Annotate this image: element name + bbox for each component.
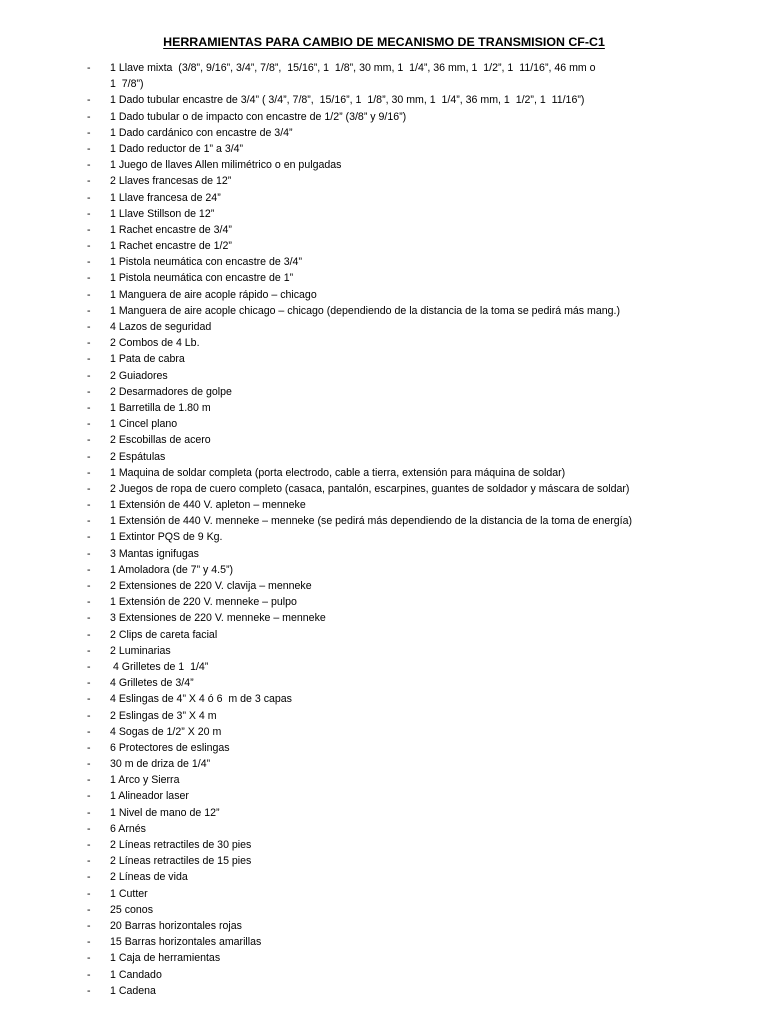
list-item-label: 2 Luminarias xyxy=(110,644,171,657)
list-item xyxy=(0,934,768,950)
list-item-label: 2 Extensiones de 220 V. clavija – menneke xyxy=(110,580,312,593)
list-bullet: - xyxy=(87,871,91,884)
list-item xyxy=(0,805,768,821)
list-item-text xyxy=(110,497,306,513)
list-item-label: 1 Amoladora (de 7” y 4.5”) xyxy=(110,563,234,576)
list-item-text xyxy=(110,610,326,626)
list-bullet: - xyxy=(87,790,91,803)
list-item xyxy=(0,837,768,853)
list-bullet: - xyxy=(87,499,91,512)
list-item-text xyxy=(110,950,220,966)
list-item-text xyxy=(110,238,232,254)
list-item-text xyxy=(110,109,406,125)
list-item-text xyxy=(110,319,211,335)
list-item-text xyxy=(110,384,232,400)
list-item-label: 20 Barras horizontales rojas xyxy=(110,919,242,932)
list-item-continuation: 1 7/8”) xyxy=(110,78,144,91)
list-item xyxy=(0,772,768,788)
list-item-label: 2 Escobillas de acero xyxy=(110,434,211,447)
list-item xyxy=(0,416,768,432)
list-item xyxy=(0,92,768,108)
list-item xyxy=(0,513,768,529)
list-item-label: 2 Combos de 4 Lb. xyxy=(110,337,200,350)
list-item-label: 1 Caja de herramientas xyxy=(110,952,221,965)
list-bullet: - xyxy=(87,774,91,787)
list-item-text xyxy=(110,141,243,157)
list-item-label: 2 Llaves francesas de 12” xyxy=(110,175,232,188)
list-item-text xyxy=(110,222,232,238)
list-item-text xyxy=(110,173,231,189)
list-item xyxy=(0,740,768,756)
list-bullet: - xyxy=(87,207,91,220)
list-item xyxy=(0,60,768,92)
list-item xyxy=(0,788,768,804)
list-bullet: - xyxy=(87,644,91,657)
list-item xyxy=(0,287,768,303)
list-bullet: - xyxy=(87,952,91,965)
list-item xyxy=(0,190,768,206)
list-item xyxy=(0,724,768,740)
list-bullet: - xyxy=(87,62,91,74)
list-bullet: - xyxy=(87,434,91,447)
list-item-label: 1 Nivel de mano de 12” xyxy=(110,806,220,819)
list-item-label: 1 Dado tubular o de impacto con encastre de 1/2” (3/8” y 9/16”) xyxy=(110,110,407,123)
list-item xyxy=(0,400,768,416)
list-item-label: 1 Pistola neumática con encastre de 3/4” xyxy=(110,256,302,269)
list-item-text xyxy=(110,918,242,934)
list-bullet: - xyxy=(87,936,91,949)
list-item-label: 1 Manguera de aire acople chicago – chicago (dependiendo de la distancia de la toma se pedirá más mang.) xyxy=(110,304,621,317)
list-item-label: 2 Líneas retractiles de 15 pies xyxy=(110,855,252,868)
list-bullet: - xyxy=(87,110,91,123)
list-bullet: - xyxy=(87,353,91,366)
list-item-text xyxy=(110,368,168,384)
list-item-label: 6 Protectores de eslingas xyxy=(110,741,230,754)
list-item-label: 1 Pata de cabra xyxy=(110,353,185,366)
list-item-text xyxy=(110,513,632,529)
list-bullet: - xyxy=(87,159,91,172)
list-item xyxy=(0,610,768,626)
list-item-text xyxy=(110,643,171,659)
list-item xyxy=(0,270,768,286)
list-bullet: - xyxy=(87,482,91,495)
list-item xyxy=(0,173,768,189)
list-item xyxy=(0,529,768,545)
list-bullet: - xyxy=(87,288,91,301)
list-item-text xyxy=(110,934,261,950)
list-item-text xyxy=(110,270,293,286)
list-item-label: 1 Candado xyxy=(110,968,162,981)
list-item xyxy=(0,902,768,918)
list-item xyxy=(0,578,768,594)
list-item-label: 1 Llave Stillson de 12” xyxy=(110,207,215,220)
list-item-label: 1 Extensión de 440 V. apleton – menneke xyxy=(110,499,306,512)
list-bullet: - xyxy=(87,806,91,819)
list-bullet: - xyxy=(87,741,91,754)
list-bullet: - xyxy=(87,240,91,253)
list-item-label: 2 Juegos de ropa de cuero completo (casaca, pantalón, escarpines, guantes de soldador y máscara de soldar) xyxy=(110,482,630,495)
list-item-text xyxy=(110,724,221,740)
list-item-label: 2 Espátulas xyxy=(110,450,166,463)
list-item xyxy=(0,708,768,724)
list-bullet: - xyxy=(87,725,91,738)
list-item xyxy=(0,238,768,254)
list-item-text xyxy=(110,157,341,173)
document-title: HERRAMIENTAS PARA CAMBIO DE MECANISMO DE TRANSMISION CF-C1 xyxy=(163,35,605,49)
list-item-text xyxy=(110,837,251,853)
list-item xyxy=(0,643,768,659)
list-bullet: - xyxy=(87,126,91,139)
list-item-text xyxy=(110,756,210,772)
list-bullet: - xyxy=(87,531,91,544)
list-item xyxy=(0,449,768,465)
list-item xyxy=(0,967,768,983)
list-item-label: 30 m de driza de 1/4” xyxy=(110,758,211,771)
list-item-label: 1 Rachet encastre de 1/2” xyxy=(110,240,232,253)
list-item-text xyxy=(110,92,584,108)
list-item-label: 4 Eslingas de 4” X 4 ó 6 m de 3 capas xyxy=(110,693,292,706)
list-item-text xyxy=(110,206,214,222)
list-item xyxy=(0,481,768,497)
list-item-text xyxy=(110,303,620,319)
list-item-text xyxy=(110,788,189,804)
list-item-text xyxy=(110,432,211,448)
list-item-label: 1 Rachet encastre de 3/4” xyxy=(110,223,232,236)
list-item-label: 1 Dado cardánico con encastre de 3/4” xyxy=(110,126,293,139)
list-item-text xyxy=(110,125,293,141)
list-item-text xyxy=(110,708,217,724)
list-bullet: - xyxy=(87,450,91,463)
list-item-label: 1 Arco y Sierra xyxy=(110,774,180,787)
list-item-label: 1 Extintor PQS de 9 Kg. xyxy=(110,531,223,544)
list-bullet: - xyxy=(87,385,91,398)
list-bullet: - xyxy=(87,709,91,722)
list-item-label: 2 Líneas de vida xyxy=(110,871,188,884)
tool-list xyxy=(0,60,768,999)
list-bullet: - xyxy=(87,612,91,625)
list-item-label: 1 Cincel plano xyxy=(110,418,178,431)
list-item-label: 3 Mantas ignifugas xyxy=(110,547,199,560)
list-item xyxy=(0,206,768,222)
list-item-text xyxy=(110,821,146,837)
list-item xyxy=(0,351,768,367)
list-item-text xyxy=(110,60,596,92)
list-item-text xyxy=(110,529,222,545)
list-bullet: - xyxy=(87,369,91,382)
list-item xyxy=(0,141,768,157)
list-item-label: 4 Lazos de seguridad xyxy=(110,321,212,334)
list-bullet: - xyxy=(87,418,91,431)
list-bullet: - xyxy=(87,337,91,350)
list-item-text xyxy=(110,805,220,821)
list-item xyxy=(0,659,768,675)
list-bullet: - xyxy=(87,304,91,317)
list-item xyxy=(0,368,768,384)
list-item xyxy=(0,691,768,707)
list-bullet: - xyxy=(87,547,91,560)
list-bullet: - xyxy=(87,693,91,706)
list-item-text xyxy=(110,675,194,691)
list-bullet: - xyxy=(87,175,91,188)
list-item xyxy=(0,918,768,934)
list-item-label: 1 Dado reductor de 1” a 3/4” xyxy=(110,142,244,155)
list-item-text xyxy=(110,465,565,481)
list-bullet: - xyxy=(87,984,91,997)
list-item-text xyxy=(110,578,312,594)
list-item-text xyxy=(110,546,199,562)
list-item-label: 4 Grilletes de 3/4” xyxy=(110,677,194,690)
list-item-text xyxy=(110,190,221,206)
list-item xyxy=(0,675,768,691)
list-item-label: 1 Maquina de soldar completa (porta electrodo, cable a tierra, extensión para máquina de soldar) xyxy=(110,466,566,479)
list-item-text xyxy=(110,400,211,416)
list-item xyxy=(0,222,768,238)
list-bullet: - xyxy=(87,191,91,204)
list-item xyxy=(0,384,768,400)
list-item xyxy=(0,125,768,141)
list-item xyxy=(0,109,768,125)
list-item-text xyxy=(110,627,217,643)
list-item-label: 2 Eslingas de 3” X 4 m xyxy=(110,709,217,722)
list-item-text xyxy=(110,967,162,983)
list-item-text xyxy=(110,983,156,999)
list-item-label: 1 Llave mixta (3/8”, 9/16”, 3/4”, 7/8”, 15/16”, 1 1/8”, 30 mm, 1 1/4”, 36 mm, 1 1/2”, 1 11/16”, 46 mm o xyxy=(110,62,596,74)
list-item-label: 1 Llave francesa de 24” xyxy=(110,191,221,204)
list-item-label: 1 Manguera de aire acople rápido – chicago xyxy=(110,288,317,301)
list-bullet: - xyxy=(87,855,91,868)
list-bullet: - xyxy=(87,580,91,593)
list-bullet: - xyxy=(87,660,91,673)
list-item-label: 4 Grilletes de 1 1/4” xyxy=(110,660,209,673)
list-bullet: - xyxy=(87,466,91,479)
list-item-text xyxy=(110,481,629,497)
list-item xyxy=(0,869,768,885)
list-item xyxy=(0,319,768,335)
list-item-text xyxy=(110,853,251,869)
list-item xyxy=(0,853,768,869)
list-item xyxy=(0,821,768,837)
list-item-label: 1 Cadena xyxy=(110,984,156,997)
list-item-label: 1 Extensión de 220 V. menneke – pulpo xyxy=(110,596,297,609)
list-item-text xyxy=(110,416,177,432)
list-bullet: - xyxy=(87,968,91,981)
list-item xyxy=(0,465,768,481)
list-item xyxy=(0,594,768,610)
list-item-text xyxy=(110,351,185,367)
list-item-label: 1 Pistola neumática con encastre de 1” xyxy=(110,272,294,285)
list-item xyxy=(0,562,768,578)
list-item-text xyxy=(110,254,302,270)
list-item-label: 4 Sogas de 1/2” X 20 m xyxy=(110,725,222,738)
list-item-text xyxy=(110,594,297,610)
list-bullet: - xyxy=(87,822,91,835)
list-item xyxy=(0,254,768,270)
list-item-label: 2 Guiadores xyxy=(110,369,168,382)
list-item-label: 1 Barretilla de 1.80 m xyxy=(110,401,211,414)
list-item xyxy=(0,983,768,999)
list-item-text xyxy=(110,691,292,707)
list-item-label: 1 Dado tubular encastre de 3/4” ( 3/4”, 7/8”, 15/16”, 1 1/8”, 30 mm, 1 1/4”, 36 mm, 1 1/2”, 1 11/16”) xyxy=(110,94,585,107)
list-item-text xyxy=(110,740,230,756)
list-item-text xyxy=(110,659,208,675)
list-bullet: - xyxy=(87,758,91,771)
list-bullet: - xyxy=(87,839,91,852)
list-bullet: - xyxy=(87,142,91,155)
list-bullet: - xyxy=(87,321,91,334)
list-bullet: - xyxy=(87,677,91,690)
list-item-label: 2 Líneas retractiles de 30 pies xyxy=(110,839,252,852)
list-item xyxy=(0,627,768,643)
list-item xyxy=(0,432,768,448)
list-bullet: - xyxy=(87,515,91,528)
list-item-text xyxy=(110,902,153,918)
list-item-label: 25 conos xyxy=(110,903,153,916)
list-item-label: 15 Barras horizontales amarillas xyxy=(110,936,262,949)
list-bullet: - xyxy=(87,256,91,269)
list-bullet: - xyxy=(87,887,91,900)
list-item xyxy=(0,950,768,966)
list-bullet: - xyxy=(87,596,91,609)
list-item-label: 1 Extensión de 440 V. menneke – menneke (se pedirá más dependiendo de la distancia de la toma de energía) xyxy=(110,515,632,528)
list-item-label: 3 Extensiones de 220 V. menneke – menneke xyxy=(110,612,326,625)
list-item-text xyxy=(110,449,165,465)
list-item-text xyxy=(110,869,188,885)
list-item-label: 2 Clips de careta facial xyxy=(110,628,218,641)
list-bullet: - xyxy=(87,903,91,916)
list-item xyxy=(0,303,768,319)
list-item xyxy=(0,546,768,562)
list-item xyxy=(0,335,768,351)
list-bullet: - xyxy=(87,401,91,414)
list-item-label: 1 Cutter xyxy=(110,887,148,900)
list-bullet: - xyxy=(87,223,91,236)
list-item xyxy=(0,497,768,513)
list-item-text xyxy=(110,335,200,351)
list-item-label: 1 Juego de llaves Allen milimétrico o en pulgadas xyxy=(110,159,342,172)
list-item-label: 1 Alineador laser xyxy=(110,790,189,803)
list-item-text xyxy=(110,886,148,902)
list-item-text xyxy=(110,562,233,578)
list-item-text xyxy=(110,772,179,788)
list-item-label: 6 Arnés xyxy=(110,822,146,835)
list-item-text xyxy=(110,287,317,303)
list-bullet: - xyxy=(87,628,91,641)
list-item xyxy=(0,886,768,902)
list-bullet: - xyxy=(87,272,91,285)
list-bullet: - xyxy=(87,563,91,576)
list-bullet: - xyxy=(87,94,91,107)
list-item-label: 2 Desarmadores de golpe xyxy=(110,385,232,398)
list-bullet: - xyxy=(87,919,91,932)
list-item xyxy=(0,157,768,173)
list-item xyxy=(0,756,768,772)
